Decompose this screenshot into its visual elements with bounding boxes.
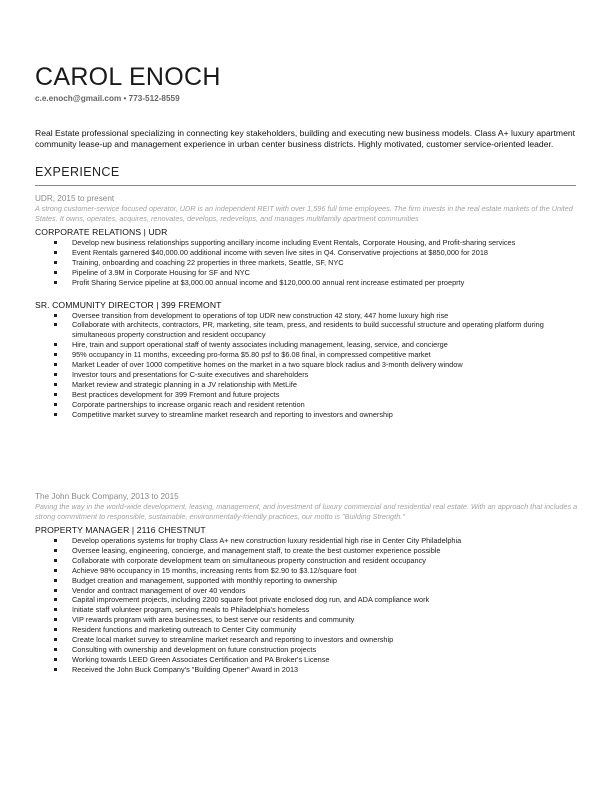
- bullet-item: Profit Sharing Service pipeline at $3,000.00 annual income and $120,000.00 annual rent increase estimated per proeprty: [35, 278, 580, 288]
- contact-info: c.e.enoch@gmail.com • 773-512-8559: [35, 94, 180, 103]
- bullet-icon: [54, 598, 57, 601]
- role-bullets: [35, 311, 580, 420]
- bullet-icon: [54, 559, 57, 562]
- bullet-item: Pipeline of 3.9M in Corporate Housing for SF and NYC: [35, 268, 580, 278]
- role-title: CORPORATE RELATIONS | UDR: [35, 227, 168, 237]
- bullet-item: Develop operations systems for trophy Class A+ new construction luxury residential high rise in Center City Philadelphia: [35, 536, 580, 546]
- bullet-item: Develop new business relationships supporting ancillary income including Event Rentals, Corporate Housing, and Profit-sharing services: [35, 238, 580, 248]
- bullet-item: Consulting with ownership and development on future construction projects: [35, 645, 580, 655]
- bullet-item: Oversee leasing, engineering, concierge, and management staff, to create the best customer experience possible: [35, 546, 580, 556]
- bullet-icon: [54, 241, 57, 244]
- bullet-item: Hire, train and support operational staff of twenty associates including management, leasing, service, and concierge: [35, 340, 580, 350]
- bullet-icon: [54, 658, 57, 661]
- experience-heading: EXPERIENCE: [35, 165, 120, 179]
- bullet-icon: [54, 608, 57, 611]
- bullet-icon: [54, 579, 57, 582]
- company-name: UDR, 2015 to present: [35, 194, 115, 203]
- bullet-icon: [54, 314, 57, 317]
- bullet-icon: [54, 373, 57, 376]
- bullet-icon: [54, 413, 57, 416]
- bullet-icon: [54, 403, 57, 406]
- employer-udr: [35, 193, 580, 420]
- section-divider: [35, 185, 576, 186]
- bullet-icon: [54, 353, 57, 356]
- bullet-item: Budget creation and management, supported with monthly reporting to ownership: [35, 576, 580, 586]
- bullet-item: Training, onboarding and coaching 22 properties in three markets, Seattle, SF, NYC: [35, 258, 580, 268]
- bullet-icon: [54, 281, 57, 284]
- bullet-icon: [54, 589, 57, 592]
- bullet-item: Market review and strategic planning in a JV relationship with MetLife: [35, 380, 580, 390]
- bullet-icon: [54, 569, 57, 572]
- role-title: SR. COMMUNITY DIRECTOR | 399 FREMONT: [35, 299, 222, 310]
- role-title: PROPERTY MANAGER | 2116 CHESTNUT: [35, 525, 206, 535]
- bullet-icon: [54, 668, 57, 671]
- role-bullets: [35, 238, 580, 288]
- bullet-icon: [54, 638, 57, 641]
- bullet-icon: [54, 628, 57, 631]
- bullet-item: Investor tours and presentations for C-suite executives and shareholders: [35, 370, 580, 380]
- bullet-item: Best practices development for 399 Fremont and future projects: [35, 390, 580, 400]
- bullet-icon: [54, 539, 57, 542]
- bullet-icon: [54, 271, 57, 274]
- bullet-icon: [54, 648, 57, 651]
- bullet-item: Received the John Buck Company's "Building Opener" Award in 2013: [35, 665, 580, 675]
- bullet-item: Event Rentals garnered $40,000.00 additional income with seven live sites in Q4. Conservative projections at $850,000 for 2018: [35, 248, 580, 258]
- company-description: Paving the way in the world-wide development, leasing, management, and investment of luxury commercial and residential real estate. With an approach that includes a strong commitment to responsible, sustainable, environmentally-friendly practices, our motto is "Building Strength.": [35, 502, 578, 521]
- bullet-item: Collaborate with corporate development team on simultaneous property construction and resident occupancy: [35, 556, 580, 566]
- bullet-icon: [54, 549, 57, 552]
- company-name: The John Buck Company, 2013 to 2015: [35, 492, 179, 501]
- bullet-icon: [54, 618, 57, 621]
- bullet-item: 95% occupancy in 11 months, exceeding pro-forma $5.80 psf to $6.08 final, in compressed competitive market: [35, 350, 580, 360]
- candidate-name: CAROL ENOCH: [35, 63, 221, 91]
- bullet-icon: [54, 261, 57, 264]
- bullet-icon: [54, 343, 57, 346]
- bullet-icon: [54, 323, 57, 326]
- bullet-item: Capital improvement projects, including 2200 square foot private enclosed dog run, and ADA compliance work: [35, 595, 580, 605]
- bullet-item: Working towards LEED Green Associates Certification and PA Broker's License: [35, 655, 580, 665]
- employer-john-buck: [35, 491, 580, 675]
- company-description: A strong customer-service focused operator, UDR is an independent REIT with over 1,596 full time employees. The firm invests in the real estate markets of the United States. It owns, operates, acquires, renovates, develops, redevelops, and manages multifamily apartment communities: [35, 204, 573, 223]
- bullet-item: Corporate partnerships to increase organic reach and resident retention: [35, 400, 580, 410]
- bullet-item: Oversee transition from development to operations of top UDR new construction 42 story, 447 home luxury high rise: [35, 311, 580, 321]
- bullet-icon: [54, 363, 57, 366]
- bullet-item: Create local market survey to streamline market research and reporting to investors and ownership: [35, 635, 580, 645]
- bullet-item: VIP rewards program with area businesses, to best serve our residents and community: [35, 615, 580, 625]
- bullet-item: Initiate staff volunteer program, serving meals to Philadelphia's homeless: [35, 605, 580, 615]
- bullet-icon: [54, 393, 57, 396]
- bullet-item: Collaborate with architects, contractors, PR, marketing, site team, press, and residents to build successful structure and operating platform during simultaneous property construction and resident occupancy: [35, 320, 580, 340]
- bullet-icon: [54, 383, 57, 386]
- professional-summary: Real Estate professional specializing in connecting key stakeholders, building and executing new business models. Class A+ luxury apartment community lease-up and management experience in urban center business districts. Highly motivated, customer service-oriented leader.: [35, 128, 576, 149]
- bullet-item: Competitive market survey to streamline market research and reporting to investors and ownership: [35, 410, 580, 420]
- bullet-item: Achieve 98% occupancy in 15 months, increasing rents from $2.90 to $3.12/square foot: [35, 566, 580, 576]
- bullet-item: Market Leader of over 1000 competitive homes on the market in a two square block radius and 3-month delivery window: [35, 360, 580, 370]
- bullet-item: Vendor and contract management of over 40 vendors: [35, 586, 580, 596]
- bullet-item: Resident functions and marketing outreach to Center City community: [35, 625, 580, 635]
- bullet-icon: [54, 251, 57, 254]
- role-bullets: [35, 536, 580, 675]
